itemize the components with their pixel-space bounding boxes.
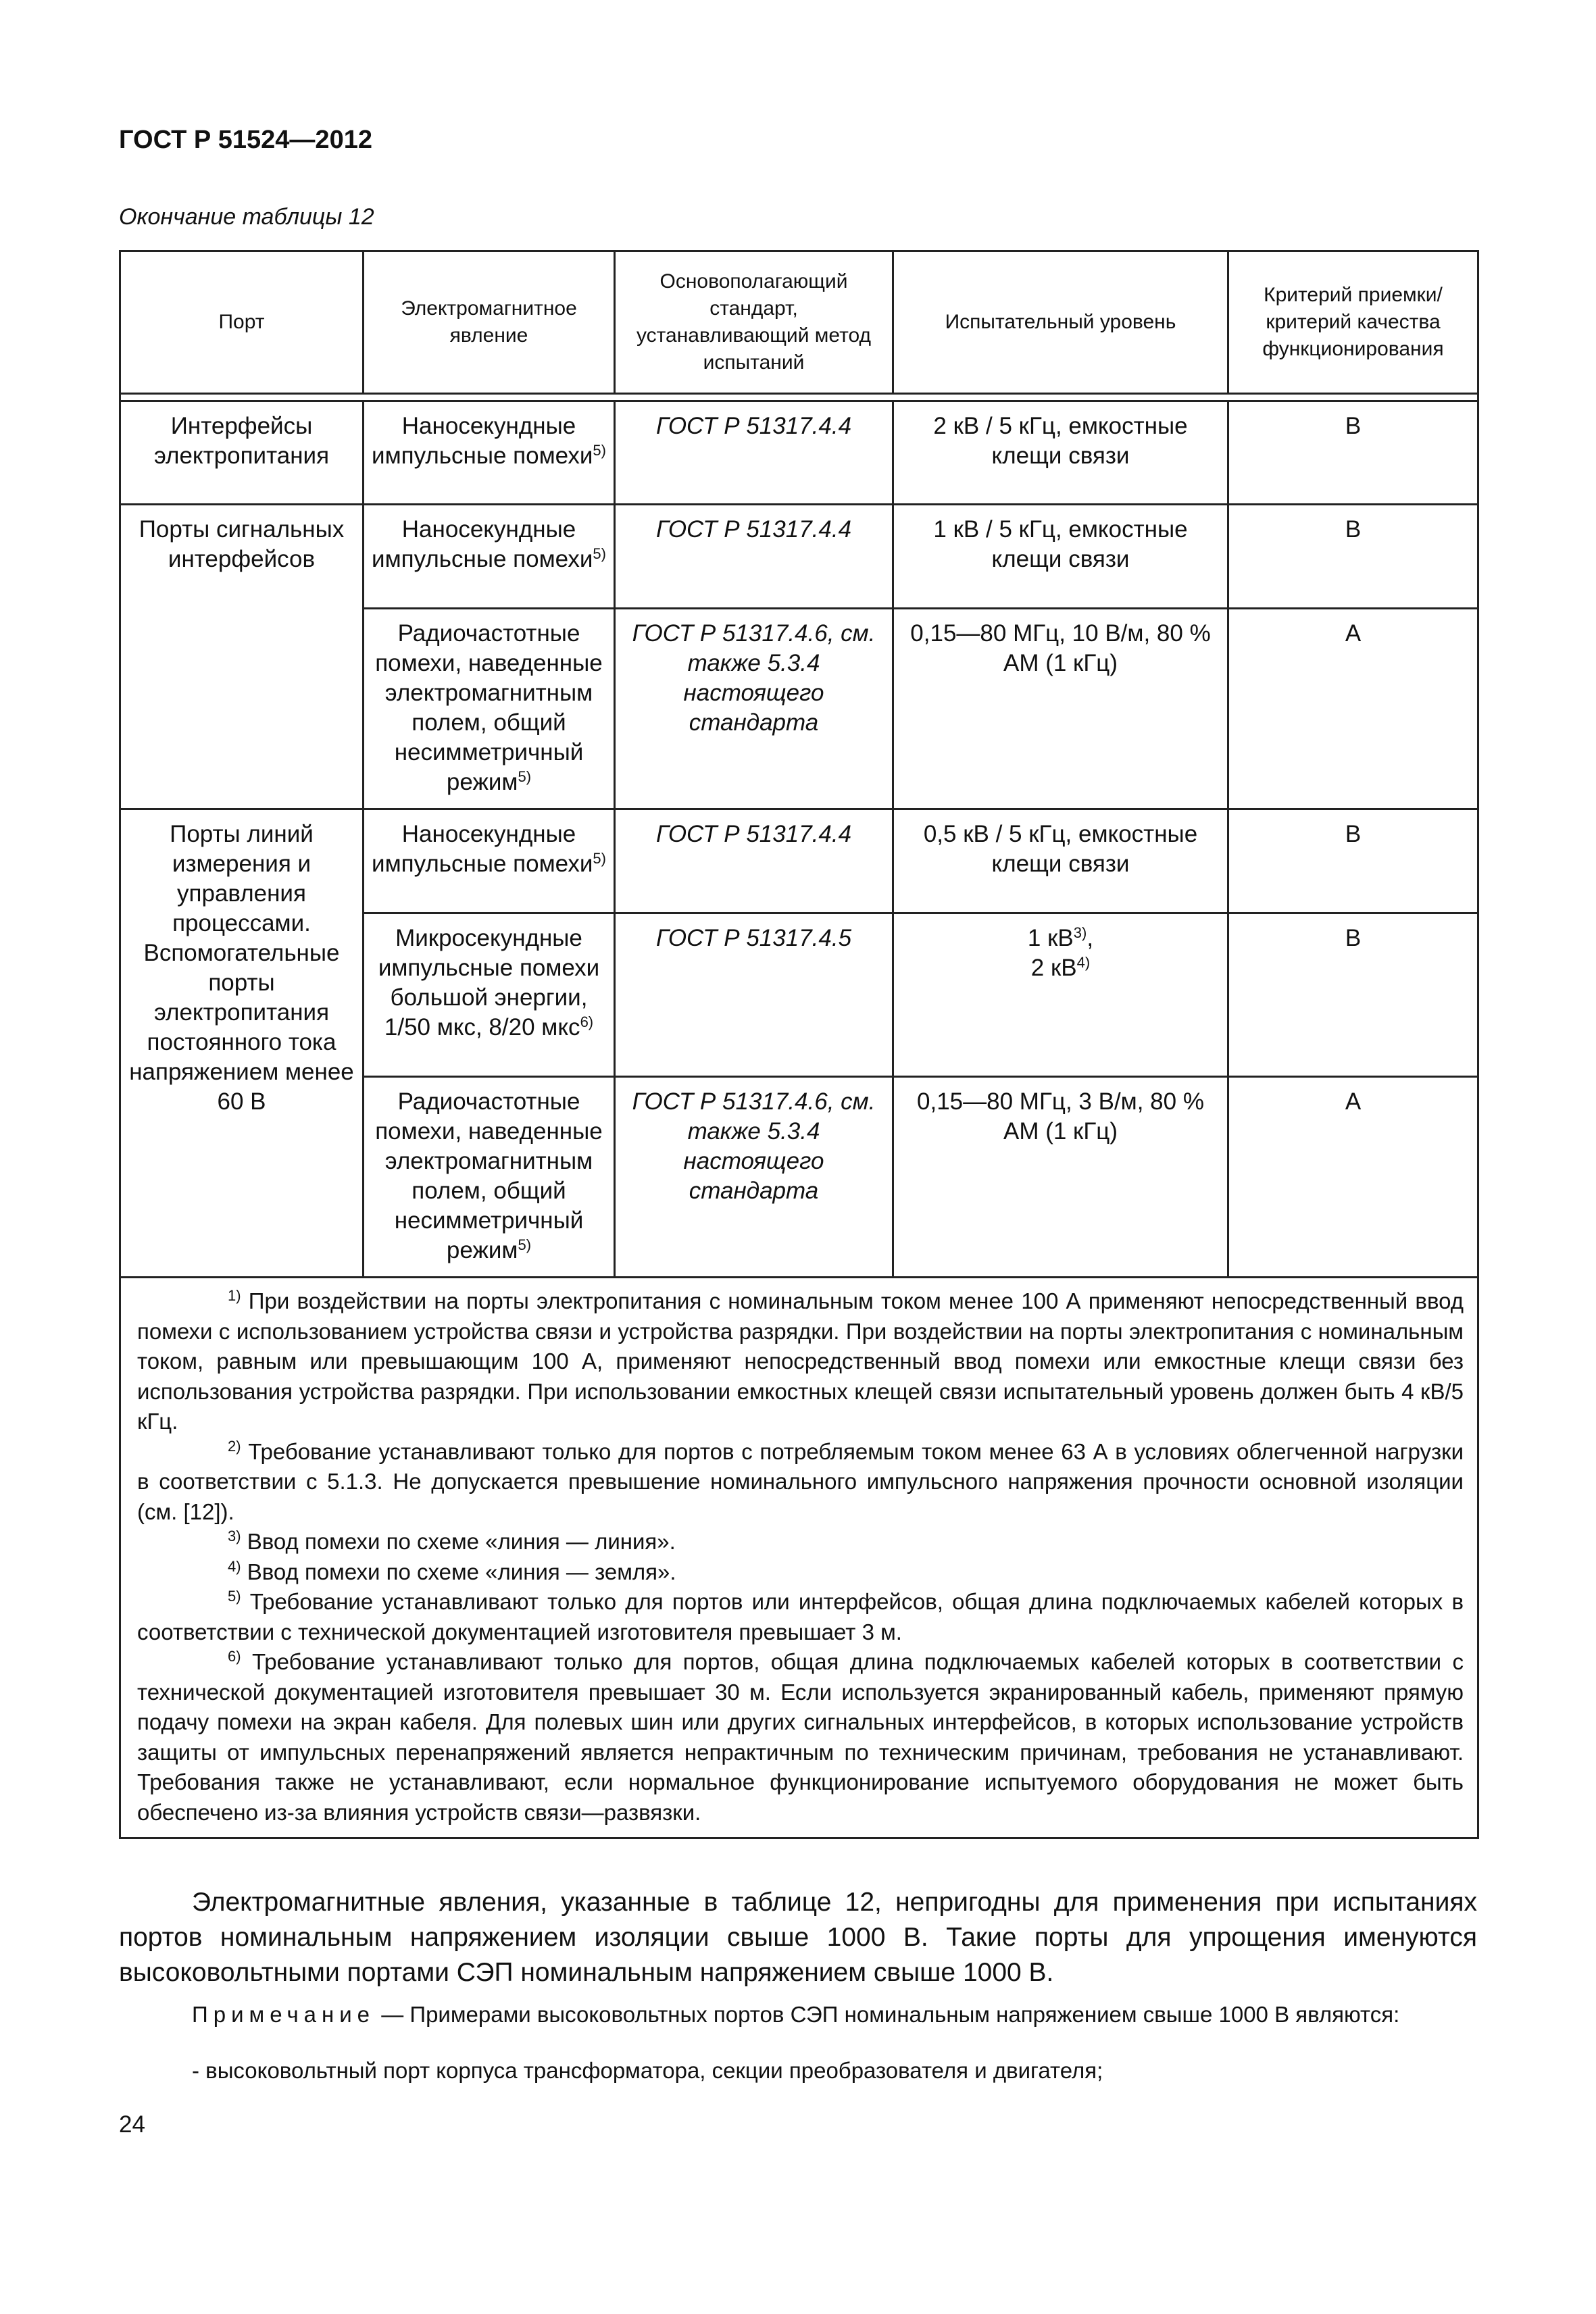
table-row <box>120 809 1478 913</box>
port-cell: Порты линий измерения и управления процессами. Вспомогательные порты электропитания постоянного тока напряжением менее 60 В <box>120 809 364 1278</box>
criterion-cell: B <box>1228 401 1478 505</box>
column-header-level: Испытательный уровень <box>893 251 1228 394</box>
criterion-cell: B <box>1228 505 1478 609</box>
note-paragraph <box>119 2000 1477 2030</box>
standard-cell: ГОСТ Р 51317.4.4 <box>615 809 893 913</box>
footnote: $^{4)}$ Ввод помехи по схеме «линия — земля». <box>228 1557 676 1584</box>
phenomenon-cell: Радиочастотные помехи, наведенные электромагнитным полем, общий несимметричный режим$^{5)}$ <box>364 609 615 809</box>
table-caption: Окончание таблицы 12 <box>119 204 374 230</box>
note-list-item: - высоковольтный порт корпуса трансформатора, секции преобразователя и двигателя; <box>192 2058 1103 2083</box>
level-cell: 0,15—80 МГц, 3 В/м, 80 % АМ (1 кГц) <box>893 1077 1228 1278</box>
column-header-standard: Основополагающий стандарт, устанавливающий метод испытаний <box>615 251 893 394</box>
level-cell: 0,15—80 МГц, 10 В/м, 80 % АМ (1 кГц) <box>893 609 1228 809</box>
column-header-criterion: Критерий приемки/ критерий качества функционирования <box>1228 251 1478 394</box>
footnote: $^{5)}$ Требование устанавливают только для портов или интерфейсов, общая длина подключаемых кабелей которых в соответствии с технической документацией изготовителя превышает 3 м. <box>137 1588 1464 1644</box>
phenomenon-cell: Наносекундные импульсные помехи$^{5)}$ <box>364 809 615 913</box>
column-header-port: Порт <box>120 251 364 394</box>
standard-cell: ГОСТ Р 51317.4.4 <box>615 401 893 505</box>
header-separator <box>120 394 1478 401</box>
table-header-row <box>120 251 1478 394</box>
footnote: $^{2)}$ Требование устанавливают только для портов с потребляемым током менее 63 А в условиях облегченной нагрузки в соответствии с 5.1.3. Не допускается превышение номинального импульсного напряжения прочности основной изоляции (см. [12]). <box>137 1437 1464 1524</box>
note-label: Примечание <box>192 2002 376 2027</box>
footnote: $^{6)}$ Требование устанавливают только для портов, общая длина подключаемых кабелей которых в соответствии с технической документацией изготовителя превышает 30 м. Если используется экранированный кабель, применяют прямую подачу помехи на экран кабеля. Для полевых шин или других сигнальных интерфейсов, в которых использование устройств защиты от импульсных перенапряжений является непрактичным по техническим причинам, требования не устанавливают. Требования также не устанавливают, если нормальное функционирование испытуемого оборудования не может быть обеспечено из-за влияния устройств связи—развязки. <box>137 1648 1464 1825</box>
phenomenon-cell: Микросекундные импульсные помехи большой энергии, 1/50 мкс, 8/20 мкс$^{6)}$ <box>364 913 615 1077</box>
port-cell: Порты сигнальных интерфейсов <box>120 505 364 809</box>
page-number: 24 <box>119 2111 145 2138</box>
phenomenon-cell: Радиочастотные помехи, наведенные электромагнитным полем, общий несимметричный режим$^{5)}$ <box>364 1077 615 1278</box>
table-row <box>120 401 1478 505</box>
phenomenon-cell: Наносекундные импульсные помехи$^{5)}$ <box>364 505 615 609</box>
level-cell: 0,5 кВ / 5 кГц, емкостные клещи связи <box>893 809 1228 913</box>
footnotes-row <box>120 1278 1478 1838</box>
standard-cell: ГОСТ Р 51317.4.6, см. также 5.3.4 настоящего стандарта <box>615 1077 893 1278</box>
standard-cell: ГОСТ Р 51317.4.5 <box>615 913 893 1077</box>
level-cell: 1 $кВ^{3)}$, 2 $кВ^{4)}$ <box>893 913 1228 1077</box>
criterion-cell: A <box>1228 609 1478 809</box>
standard-cell: ГОСТ Р 51317.4.6, см. также 5.3.4 настоящего стандарта <box>615 609 893 809</box>
criterion-cell: A <box>1228 1077 1478 1278</box>
footnote: $^{1)}$ При воздействии на порты электропитания с номинальным током менее 100 А применяют непосредственный ввод помехи с использованием устройства связи и устройства разрядки. При воздействии на порты электропитания с номинальным током, равным или превышающим 100 А, применяют непосредственный ввод помехи или емкостные клещи связи без использования устройства разрядки. При использовании емкостных клещей связи испытательный уровень должен быть 4 кВ/5 кГц. <box>137 1287 1464 1434</box>
criterion-cell: B <box>1228 913 1478 1077</box>
table-row <box>120 505 1478 609</box>
document-code: ГОСТ Р 51524—2012 <box>119 126 372 154</box>
note-text: — Примерами высоковольтных портов СЭП номинальным напряжением свыше 1000 В являются: <box>381 2002 1400 2027</box>
column-header-phenomenon: Электромагнитное явление <box>364 251 615 394</box>
footnotes-cell <box>120 1278 1478 1838</box>
footnote: $^{3)}$ Ввод помехи по схеме «линия — линия». <box>228 1528 676 1554</box>
level-cell: 2 кВ / 5 кГц, емкостные клещи связи <box>893 401 1228 505</box>
requirements-table <box>119 250 1479 1839</box>
port-cell: Интерфейсы электропитания <box>120 401 364 505</box>
body-paragraph: Электромагнитные явления, указанные в таблице 12, непригодны для применения при испытаниях портов номинальным напряжением изоляции свыше 1000 В. Такие порты для упрощения именуются высоковольтными портами СЭП номинальным напряжением свыше 1000 В. <box>119 1888 1477 1987</box>
level-cell: 1 кВ / 5 кГц, емкостные клещи связи <box>893 505 1228 609</box>
phenomenon-cell: Наносекундные импульсные помехи$^{5)}$ <box>364 401 615 505</box>
standard-cell: ГОСТ Р 51317.4.4 <box>615 505 893 609</box>
criterion-cell: B <box>1228 809 1478 913</box>
